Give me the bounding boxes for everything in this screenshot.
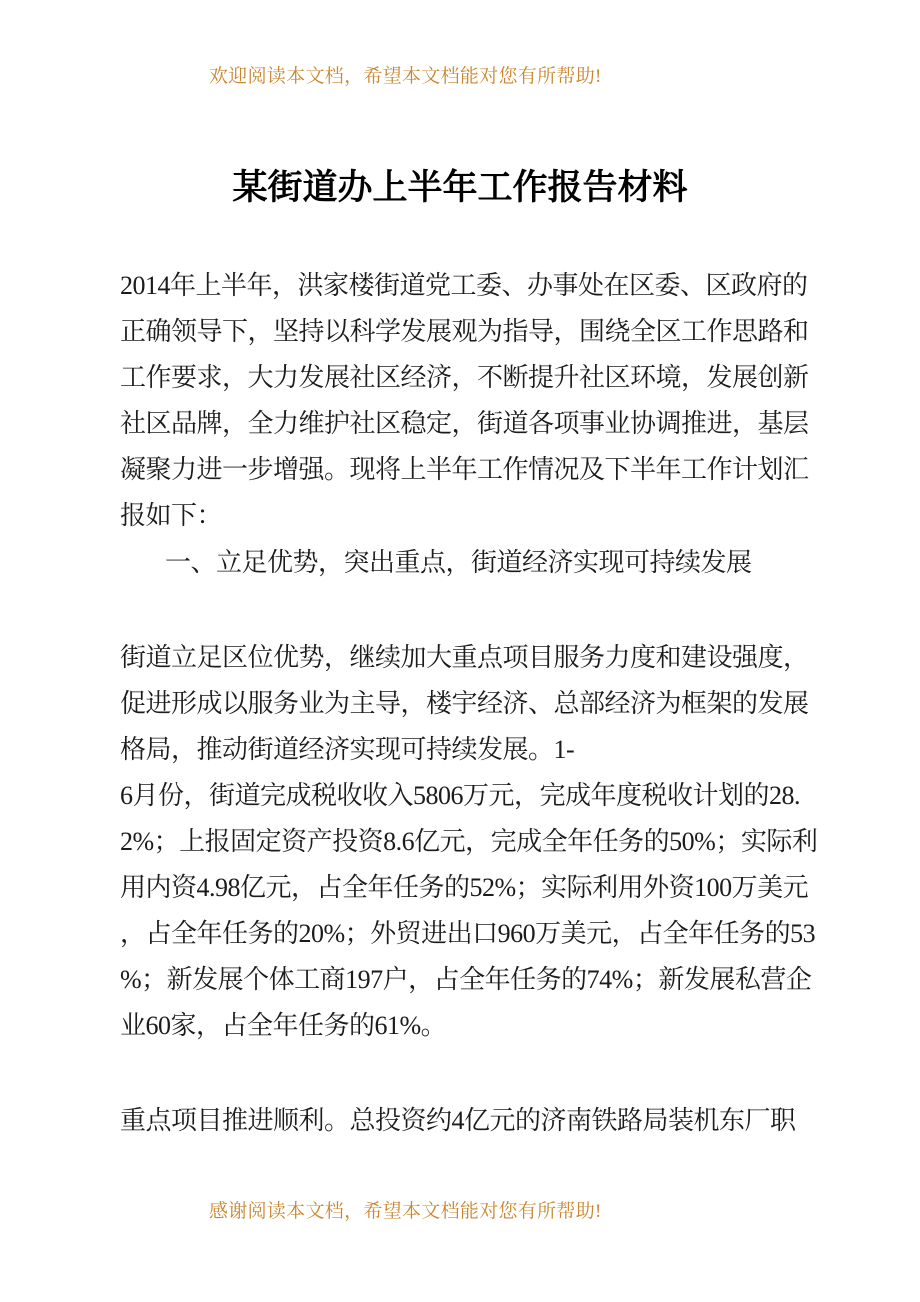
text-line: 报如下：	[120, 501, 223, 530]
footer-tip-text: 感谢阅读本文档，希望本文档能对您有所帮助!	[209, 1201, 602, 1222]
text-line: ，占全年任务的20%；外贸进出口960万美元，占全年任务的53	[120, 919, 816, 948]
text-line: 业60家，占全年任务的61%。	[120, 1011, 447, 1040]
text-line: 6月份，街道完成税收收入5806万元，完成年度税收计划的28.	[120, 781, 801, 810]
para-key-projects	[120, 1098, 816, 1144]
text-line: 社区品牌，全力维护社区稳定，街道各项事业协调推进，基层	[120, 409, 809, 438]
text-line: 街道立足区位优势，继续加大重点项目服务力度和建设强度，	[120, 643, 809, 672]
text-line: 一、立足优势，突出重点，街道经济实现可持续发展	[165, 548, 752, 577]
text-line: 正确领导下，坚持以科学发展观为指导，围绕全区工作思路和	[120, 317, 809, 346]
text-line: 格局，推动街道经济实现可持续发展。1-	[120, 735, 575, 764]
text-line: 工作要求，大力发展社区经济，不断提升社区环境，发展创新	[120, 363, 809, 392]
text-line: 2%；上报固定资产投资8.6亿元，完成全年任务的50%；实际利	[120, 827, 818, 856]
text-line: 2014年上半年，洪家楼街道党工委、办事处在区委、区政府的	[120, 271, 808, 300]
para-economy	[120, 635, 816, 1049]
text-line: 凝聚力进一步增强。现将上半年工作情况及下半年工作计划汇	[120, 455, 809, 484]
heading-section-1	[120, 540, 816, 586]
header-tip-text: 欢迎阅读本文档，希望本文档能对您有所帮助!	[209, 66, 602, 87]
text-line: 重点项目推进顺利。总投资约4亿元的济南铁路局装机东厂职	[120, 1106, 796, 1135]
document-title: 某街道办上半年工作报告材料	[232, 168, 688, 207]
para-intro	[120, 263, 816, 539]
text-line: 用内资4.98亿元，占全年任务的52%；实际利用外资100万美元	[120, 873, 809, 902]
text-line: 促进形成以服务业为主导，楼宇经济、总部经济为框架的发展	[120, 689, 809, 718]
text-line: %；新发展个体工商197户，占全年任务的74%；新发展私营企	[120, 965, 812, 994]
